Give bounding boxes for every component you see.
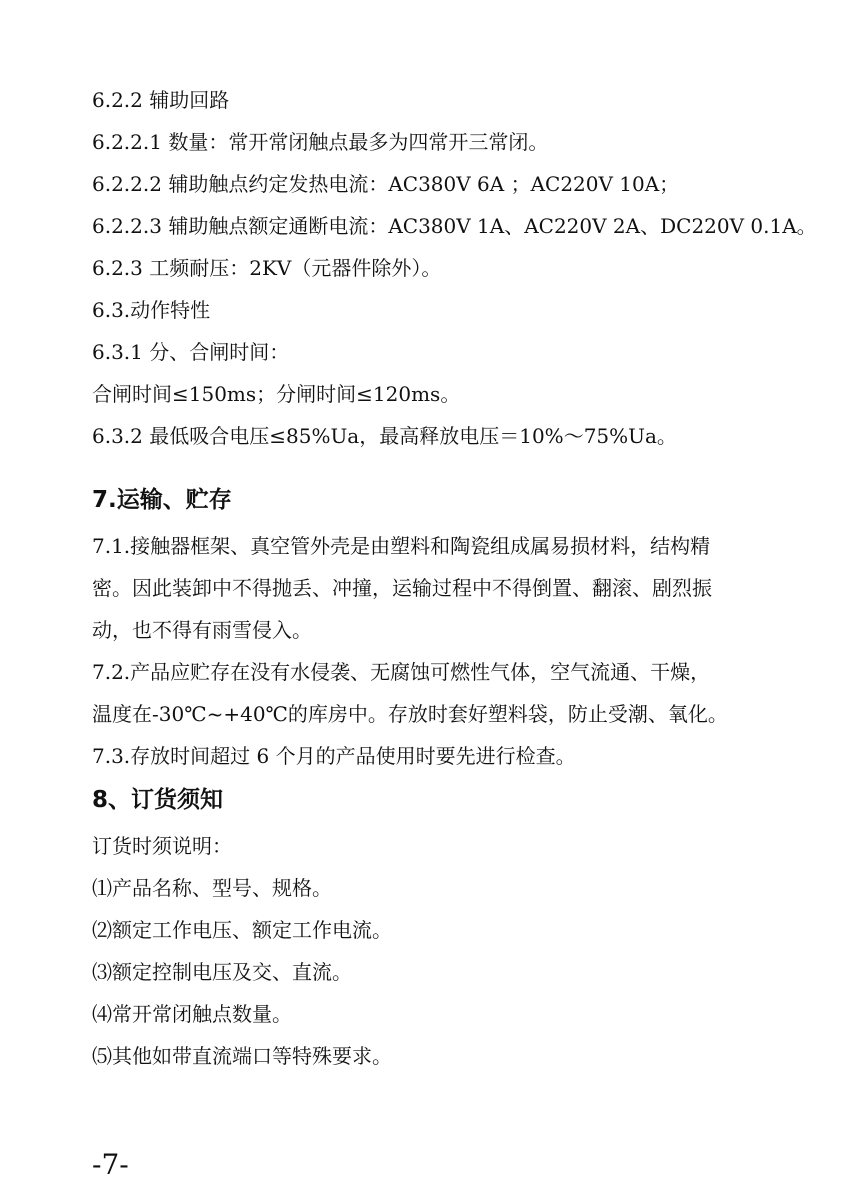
section-heading: 8、订货须知	[92, 787, 224, 813]
text-line: 6.3.动作特性	[92, 298, 211, 322]
paragraph-line: 7.2.产品应贮存在没有水侵袭、无腐蚀可燃性气体，空气流通、干燥，	[92, 660, 711, 684]
page-number: -7-	[92, 1148, 129, 1181]
paragraph-line: 密。因此装卸中不得抛丢、冲撞，运输过程中不得倒置、翻滚、剧烈振	[92, 576, 712, 600]
section-heading: 7.运输、贮存	[92, 487, 232, 513]
text-line: 6.2.2.1 数量：常开常闭触点最多为四常开三常闭。	[92, 130, 549, 154]
paragraph-line: 7.3.存放时间超过 6 个月的产品使用时要先进行检查。	[92, 744, 576, 768]
text-line: 合闸时间≤150ms；分闸时间≤120ms。	[92, 382, 461, 406]
text-line: 6.2.2.3 辅助触点额定通断电流：AC380V 1A、AC220V 2A、DC220V 0.1A。	[92, 214, 817, 238]
text-line: 6.3.2 最低吸合电压≤85%Ua，最高释放电压＝10%～75%Ua。	[92, 424, 677, 448]
text-line: 6.2.2 辅助回路	[92, 88, 230, 112]
list-item: ⑸其他如带直流端口等特殊要求。	[92, 1044, 392, 1068]
list-item: ⑴产品名称、型号、规格。	[92, 876, 332, 900]
list-item: ⑶额定控制电压及交、直流。	[92, 960, 352, 984]
list-item: ⑵额定工作电压、额定工作电流。	[92, 918, 392, 942]
paragraph-line: 温度在-30℃~+40℃的库房中。存放时套好塑料袋，防止受潮、氧化。	[92, 702, 728, 726]
text-line: 6.3.1 分、合闸时间：	[92, 340, 290, 364]
paragraph-line: 7.1.接触器框架、真空管外壳是由塑料和陶瓷组成属易损材料，结构精	[92, 534, 711, 558]
paragraph-line: 动，也不得有雨雪侵入。	[92, 618, 312, 642]
list-item: 订货时须说明：	[92, 834, 232, 858]
text-line: 6.2.3 工频耐压：2KV（元器件除外）。	[92, 256, 442, 280]
list-item: ⑷常开常闭触点数量。	[92, 1002, 292, 1026]
text-line: 6.2.2.2 辅助触点约定发热电流：AC380V 6A ；AC220V 10A；	[92, 172, 680, 196]
